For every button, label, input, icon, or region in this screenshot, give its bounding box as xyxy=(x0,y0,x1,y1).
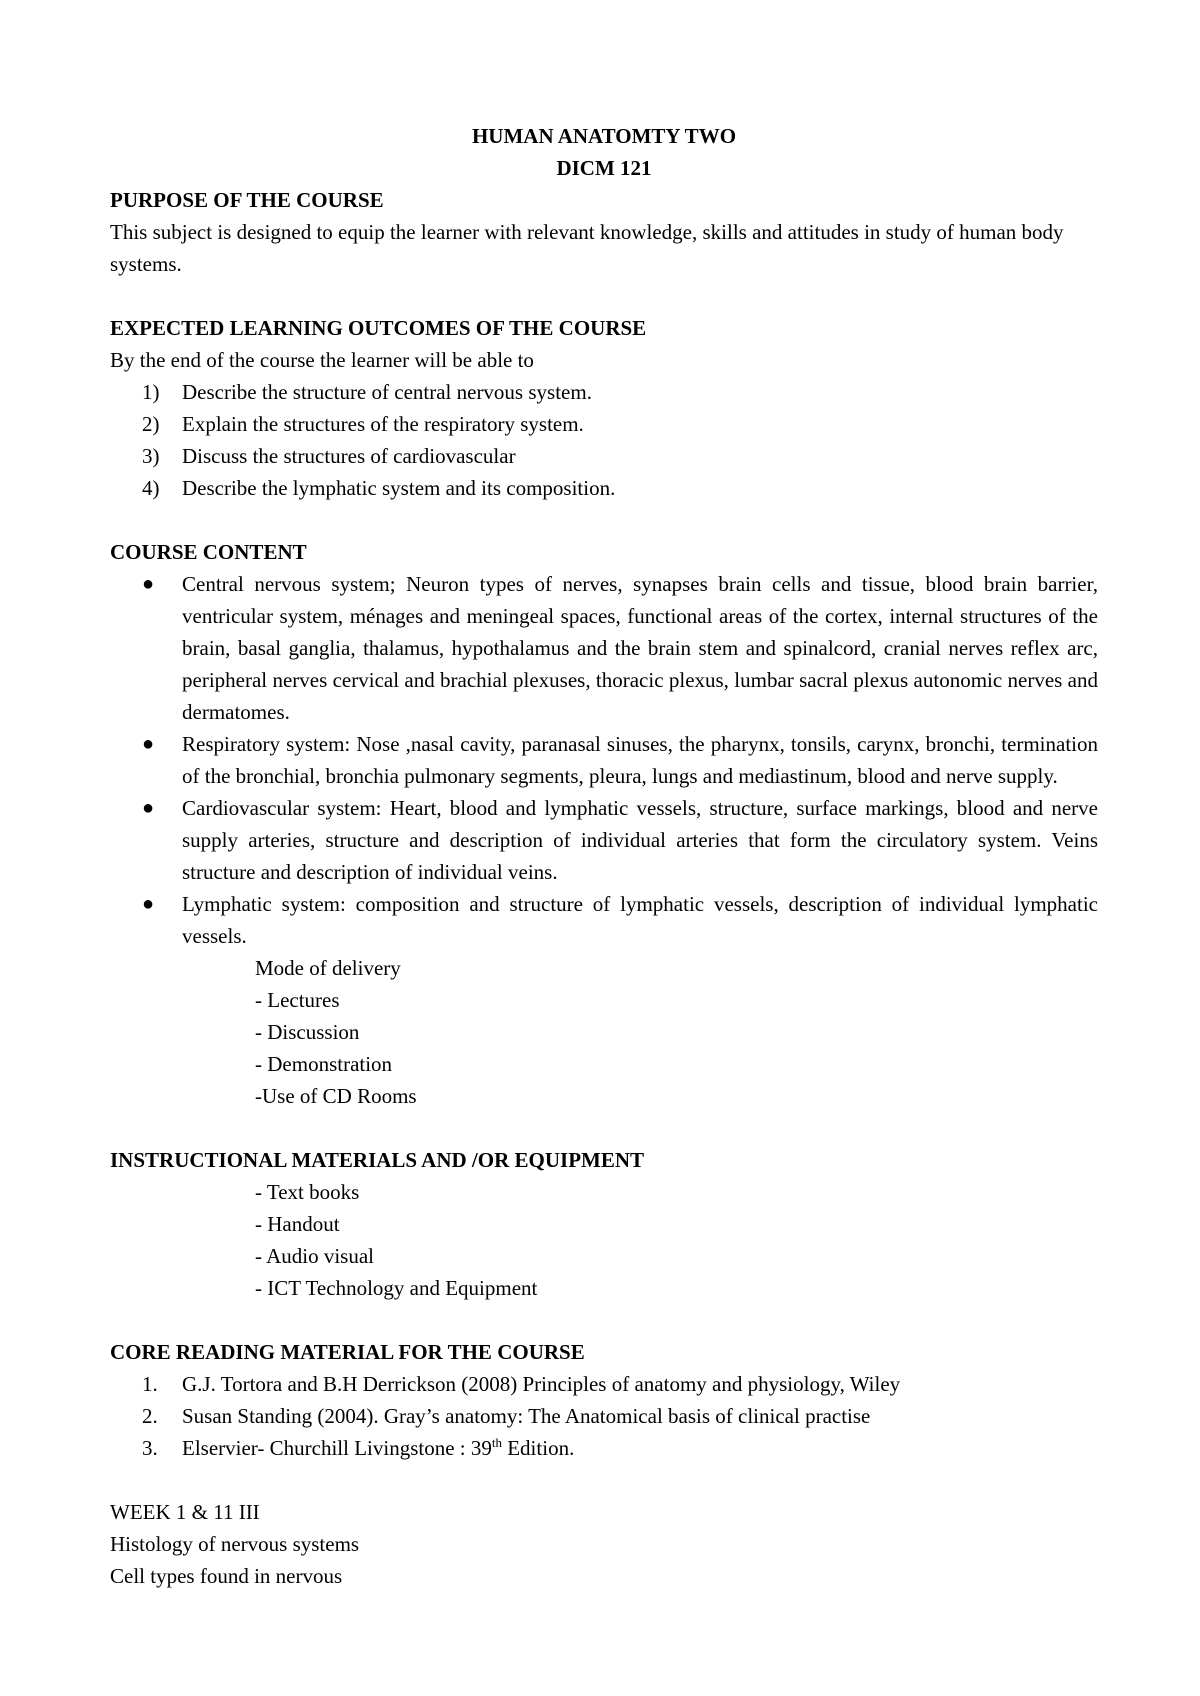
reading-text: Elservier- Churchill Livingstone : 39 xyxy=(182,1436,492,1460)
outcome-item xyxy=(110,472,1098,504)
content-text: Respiratory system: Nose ,nasal cavity, paranasal sinuses, the pharynx, tonsils, carynx, bronchi, termination of the bronchial, bronchia pulmonary segments, pleura, lungs and mediastinum, blood and nerve supply. xyxy=(182,732,1098,788)
week-label: WEEK 1 & 11 III xyxy=(110,1500,260,1524)
course-title: HUMAN ANATOMTY TWO xyxy=(471,124,737,148)
week-line: Cell types found in nervous xyxy=(110,1564,343,1588)
purpose-text: This subject is designed to equip the learner with relevant knowledge, skills and attitudes in study of human body systems. xyxy=(110,220,1064,276)
outcome-text: Discuss the structures of cardiovascular xyxy=(182,444,516,468)
course-code: DICM 121 xyxy=(556,156,652,180)
bullet-icon: ● xyxy=(142,573,155,595)
mode-item: - Discussion xyxy=(255,1020,360,1044)
material-item: - ICT Technology and Equipment xyxy=(255,1276,538,1300)
material-item: - Handout xyxy=(255,1212,340,1236)
outcomes-list xyxy=(110,376,1098,504)
outcome-item xyxy=(110,440,1098,472)
document-body xyxy=(110,120,1098,1592)
reading-item xyxy=(110,1368,1098,1400)
list-marker: 4) xyxy=(142,476,160,500)
list-marker: 1. xyxy=(142,1372,158,1396)
outcome-text: Describe the lymphatic system and its composition. xyxy=(182,476,616,500)
material-item: - Text books xyxy=(255,1180,360,1204)
outcome-text: Explain the structures of the respiratory system. xyxy=(182,412,584,436)
purpose-heading: PURPOSE OF THE COURSE xyxy=(110,188,384,212)
mode-item: - Demonstration xyxy=(255,1052,393,1076)
mode-heading: Mode of delivery xyxy=(255,956,401,980)
outcomes-heading: EXPECTED LEARNING OUTCOMES OF THE COURSE xyxy=(110,316,647,340)
content-item xyxy=(110,888,1098,952)
content-item xyxy=(110,728,1098,792)
content-text: Lymphatic system: composition and structure of lymphatic vessels, description of individual lymphatic vessels. xyxy=(182,892,1098,948)
list-marker: 3. xyxy=(142,1436,158,1460)
superscript: th xyxy=(491,1435,502,1450)
content-item xyxy=(110,568,1098,728)
reading-item xyxy=(110,1400,1098,1432)
content-text: Cardiovascular system: Heart, blood and lymphatic vessels, structure, surface markings, blood and nerve supply arteries, structure and description of individual arteries that form the circulatory system. Veins structure and description of individual veins. xyxy=(182,796,1098,884)
reading-list xyxy=(110,1368,1098,1464)
list-marker: 2) xyxy=(142,412,160,436)
list-marker: 2. xyxy=(142,1404,158,1428)
content-item xyxy=(110,792,1098,888)
week-line: Histology of nervous systems xyxy=(110,1532,360,1556)
reading-text: G.J. Tortora and B.H Derrickson (2008) Principles of anatomy and physiology, Wiley xyxy=(182,1372,901,1396)
bullet-icon: ● xyxy=(142,797,155,819)
content-heading: COURSE CONTENT xyxy=(110,540,307,564)
reading-heading: CORE READING MATERIAL FOR THE COURSE xyxy=(110,1340,585,1364)
mode-item: - Lectures xyxy=(255,988,340,1012)
content-text: Central nervous system; Neuron types of nerves, synapses brain cells and tissue, blood brain barrier, ventricular system, ménages and meningeal spaces, functional areas of the cortex, internal structures of the brain, basal ganglia, thalamus, hypothalamus and the brain stem and spinalcord, cranial nerves reflex arc, peripheral nerves cervical and brachial plexuses, thoracic plexus, lumbar sacral plexus autonomic nerves and dermatomes. xyxy=(182,572,1098,724)
list-marker: 3) xyxy=(142,444,160,468)
outcome-item xyxy=(110,376,1098,408)
list-marker: 1) xyxy=(142,380,160,404)
bullet-icon: ● xyxy=(142,733,155,755)
materials-heading: INSTRUCTIONAL MATERIALS AND /OR EQUIPMENT xyxy=(110,1148,645,1172)
material-item: - Audio visual xyxy=(255,1244,374,1268)
reading-item xyxy=(110,1432,1098,1464)
reading-text: Susan Standing (2004). Gray’s anatomy: The Anatomical basis of clinical practise xyxy=(182,1404,871,1428)
content-list xyxy=(110,568,1098,952)
outcome-text: Describe the structure of central nervous system. xyxy=(182,380,592,404)
bullet-icon: ● xyxy=(142,893,155,915)
outcomes-intro: By the end of the course the learner will be able to xyxy=(110,348,534,372)
mode-item: -Use of CD Rooms xyxy=(255,1084,417,1108)
reading-text-tail: Edition. xyxy=(501,1436,575,1460)
outcome-item xyxy=(110,408,1098,440)
